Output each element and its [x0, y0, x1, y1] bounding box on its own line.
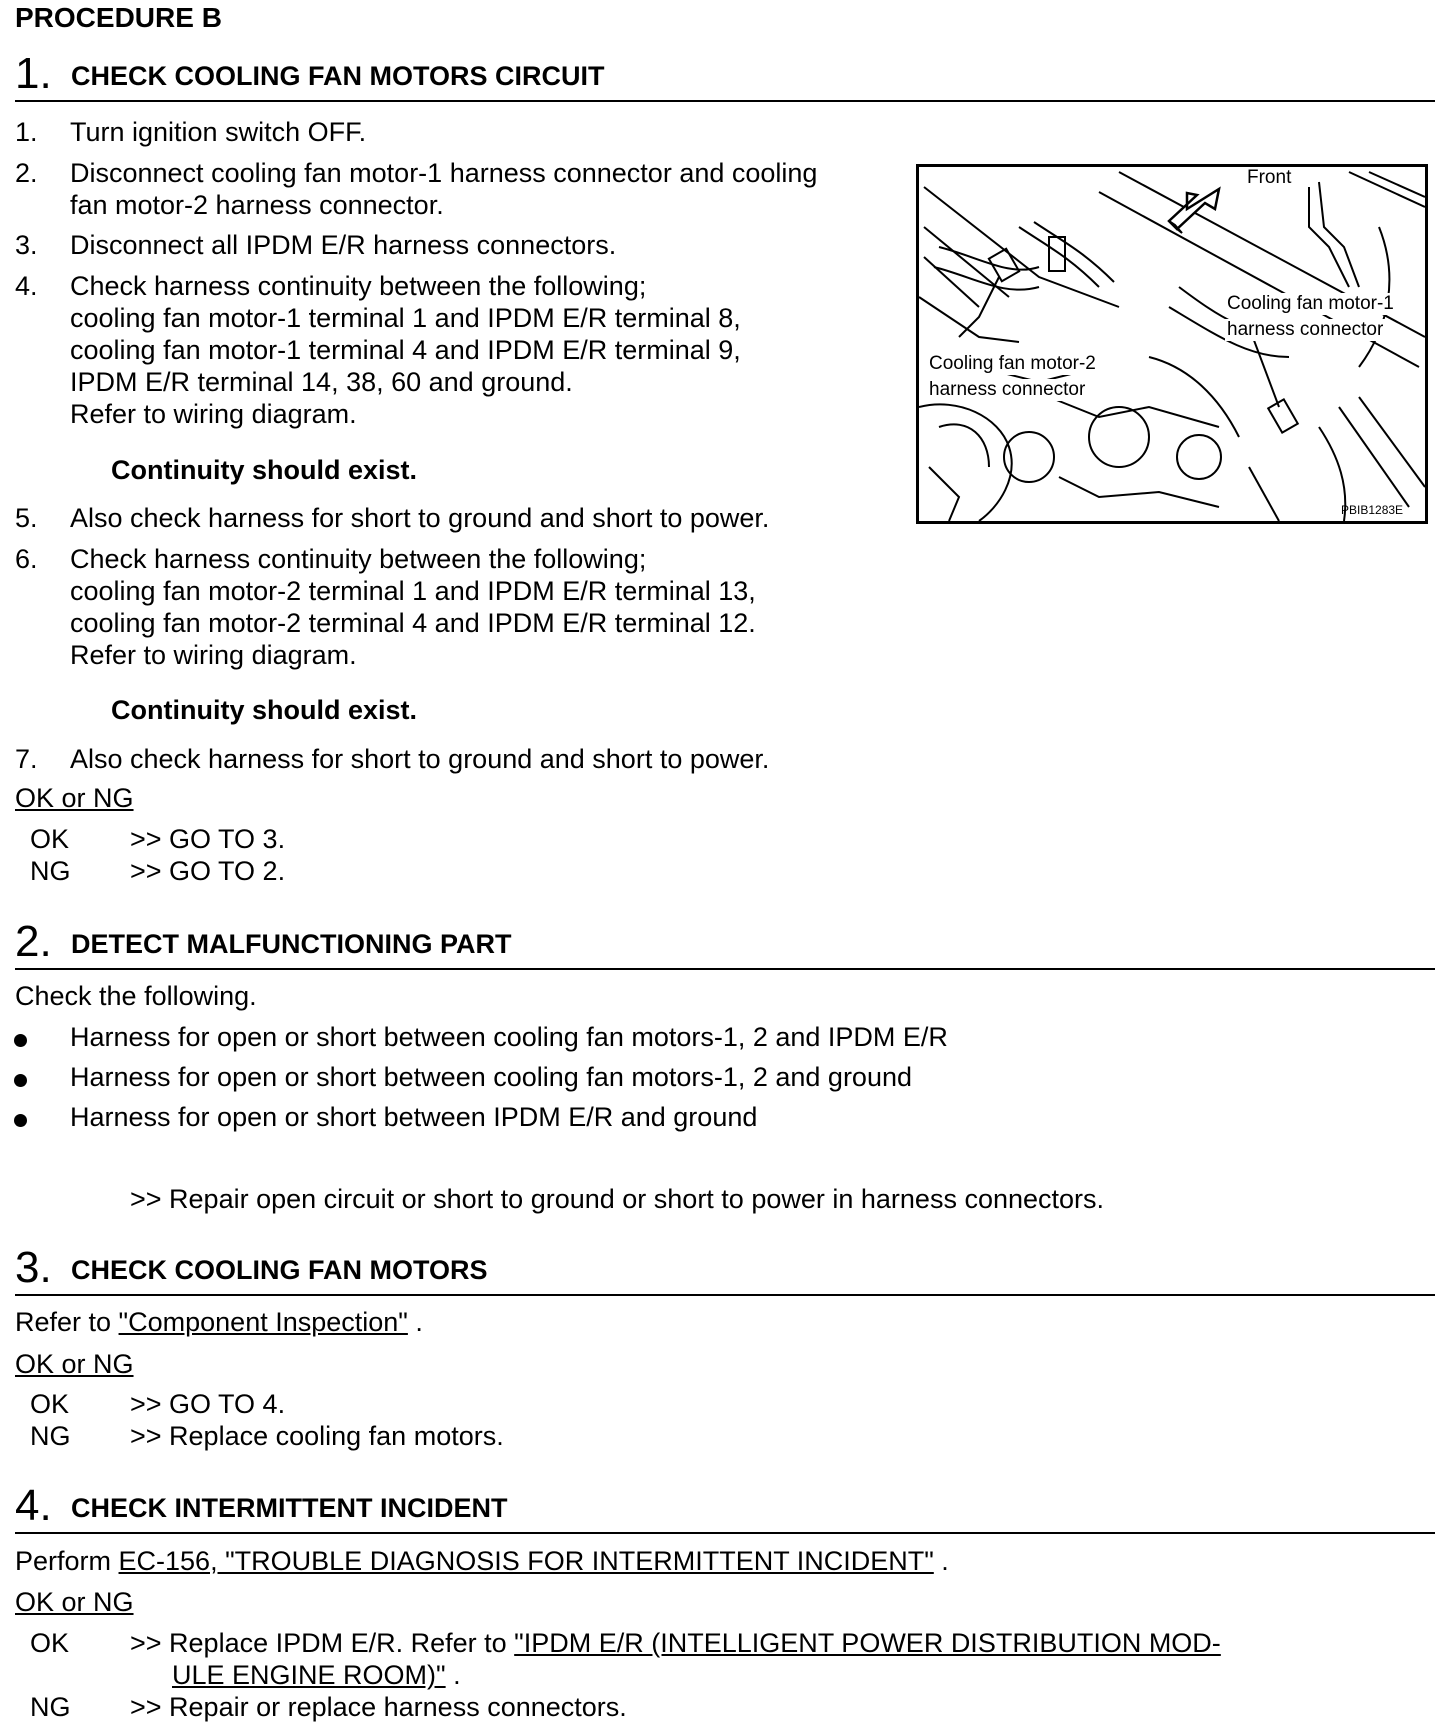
- step-title: DETECT MALFUNCTIONING PART: [71, 929, 512, 959]
- bullet-text: Harness for open or short between cooling fan motors-1, 2 and IPDM E/R: [70, 1022, 948, 1052]
- result-code: OK: [30, 1628, 70, 1658]
- item-text: Check harness continuity between the following;: [70, 271, 647, 301]
- result-action: >> GO TO 2.: [130, 856, 286, 886]
- step-number: 1.: [15, 49, 52, 98]
- perform-suffix: .: [933, 1546, 949, 1576]
- ok-action-suffix: .: [445, 1660, 461, 1690]
- procedure-title: PROCEDURE B: [15, 2, 222, 33]
- item-text: Turn ignition switch OFF.: [70, 117, 367, 147]
- step-title: CHECK COOLING FAN MOTORS: [71, 1255, 488, 1285]
- motor-1-label-line: harness connector: [1227, 319, 1384, 340]
- item-number: 3.: [15, 230, 38, 260]
- step-1-header: [15, 48, 1435, 102]
- item-text: Refer to wiring diagram.: [70, 640, 357, 670]
- step-number: 2.: [15, 917, 52, 966]
- item-text: cooling fan motor-1 terminal 1 and IPDM E/R terminal 8,: [70, 303, 741, 333]
- motor-2-label-line: Cooling fan motor-2: [929, 353, 1096, 374]
- ipdm-er-link-continued[interactable]: ULE ENGINE ROOM)": [172, 1660, 446, 1690]
- bullet-text: Harness for open or short between cooling fan motors-1, 2 and ground: [70, 1062, 912, 1092]
- ok-ng-label: OK or NG: [15, 783, 134, 813]
- step-action: >> Repair open circuit or short to ground or short to power in harness connectors.: [130, 1184, 1105, 1214]
- item-number: 4.: [15, 271, 38, 301]
- refer-prefix: Refer to: [15, 1307, 119, 1337]
- front-label: Front: [1247, 167, 1292, 188]
- continuity-note: Continuity should exist.: [111, 455, 418, 485]
- step-3-header: [15, 1242, 1435, 1296]
- item-text: Also check harness for short to ground and short to power.: [70, 503, 770, 533]
- ipdm-er-link[interactable]: "IPDM E/R (INTELLIGENT POWER DISTRIBUTION MOD-: [514, 1628, 1221, 1658]
- ec-156-link[interactable]: EC-156, "TROUBLE DIAGNOSIS FOR INTERMITTENT INCIDENT": [118, 1546, 934, 1576]
- result-action: [130, 1627, 1221, 1659]
- item-text: Also check harness for short to ground and short to power.: [70, 744, 770, 774]
- step-number: 3.: [15, 1243, 52, 1292]
- ok-ng-label: OK or NG: [15, 1587, 134, 1617]
- front-arrow-icon: [1169, 189, 1219, 233]
- item-text: cooling fan motor-2 terminal 4 and IPDM E/R terminal 12.: [70, 608, 756, 638]
- ok-action-prefix: >> Replace IPDM E/R. Refer to: [130, 1628, 515, 1658]
- step-2-header: [15, 916, 1435, 970]
- step-intro: Check the following.: [15, 981, 257, 1011]
- item-text: IPDM E/R terminal 14, 38, 60 and ground.: [70, 367, 573, 397]
- step-title: CHECK COOLING FAN MOTORS CIRCUIT: [71, 61, 605, 91]
- result-action: >> Replace cooling fan motors.: [130, 1421, 504, 1451]
- item-text: Refer to wiring diagram.: [70, 399, 357, 429]
- result-action: >> GO TO 3.: [130, 824, 286, 854]
- item-number: 6.: [15, 544, 38, 574]
- motor-2-label-line: harness connector: [929, 379, 1086, 400]
- item-number: 1.: [15, 117, 38, 147]
- step-number: 4.: [15, 1481, 52, 1530]
- item-text: Check harness continuity between the following;: [70, 544, 647, 574]
- step-title: CHECK INTERMITTENT INCIDENT: [71, 1493, 508, 1523]
- item-text: cooling fan motor-2 terminal 1 and IPDM E/R terminal 13,: [70, 576, 756, 606]
- result-code: OK: [30, 824, 70, 854]
- engine-bay-drawing: [919, 167, 1425, 521]
- item-number: 5.: [15, 503, 38, 533]
- continuity-note: Continuity should exist.: [111, 695, 418, 725]
- perform-prefix: Perform: [15, 1546, 119, 1576]
- item-number: 7.: [15, 744, 38, 774]
- refer-line: [15, 1306, 423, 1338]
- bullet-icon: [14, 1034, 27, 1047]
- ok-ng-label: OK or NG: [15, 1349, 134, 1379]
- refer-suffix: .: [407, 1307, 423, 1337]
- bullet-text: Harness for open or short between IPDM E/R and ground: [70, 1102, 758, 1132]
- step-4-header: [15, 1480, 1435, 1534]
- component-inspection-link[interactable]: "Component Inspection": [118, 1307, 408, 1337]
- item-text: Disconnect all IPDM E/R harness connectors.: [70, 230, 617, 260]
- connector-location-figure: [916, 164, 1428, 524]
- item-text: cooling fan motor-1 terminal 4 and IPDM E/R terminal 9,: [70, 335, 741, 365]
- motor-1-label-line: Cooling fan motor-1: [1227, 293, 1394, 314]
- result-action: >> Repair or replace harness connectors.: [130, 1692, 627, 1722]
- result-action: >> GO TO 4.: [130, 1389, 286, 1419]
- item-text: fan motor-2 harness connector.: [70, 190, 444, 220]
- bullet-icon: [14, 1114, 27, 1127]
- bullet-icon: [14, 1074, 27, 1087]
- item-number: 2.: [15, 158, 38, 188]
- perform-line: [15, 1545, 949, 1577]
- result-code: NG: [30, 1421, 71, 1451]
- result-code: NG: [30, 1692, 71, 1722]
- result-code: NG: [30, 856, 71, 886]
- item-text: Disconnect cooling fan motor-1 harness connector and cooling: [70, 158, 818, 188]
- result-code: OK: [30, 1389, 70, 1419]
- figure-code: PBIB1283E: [1341, 503, 1404, 517]
- result-action-continued: [172, 1659, 461, 1691]
